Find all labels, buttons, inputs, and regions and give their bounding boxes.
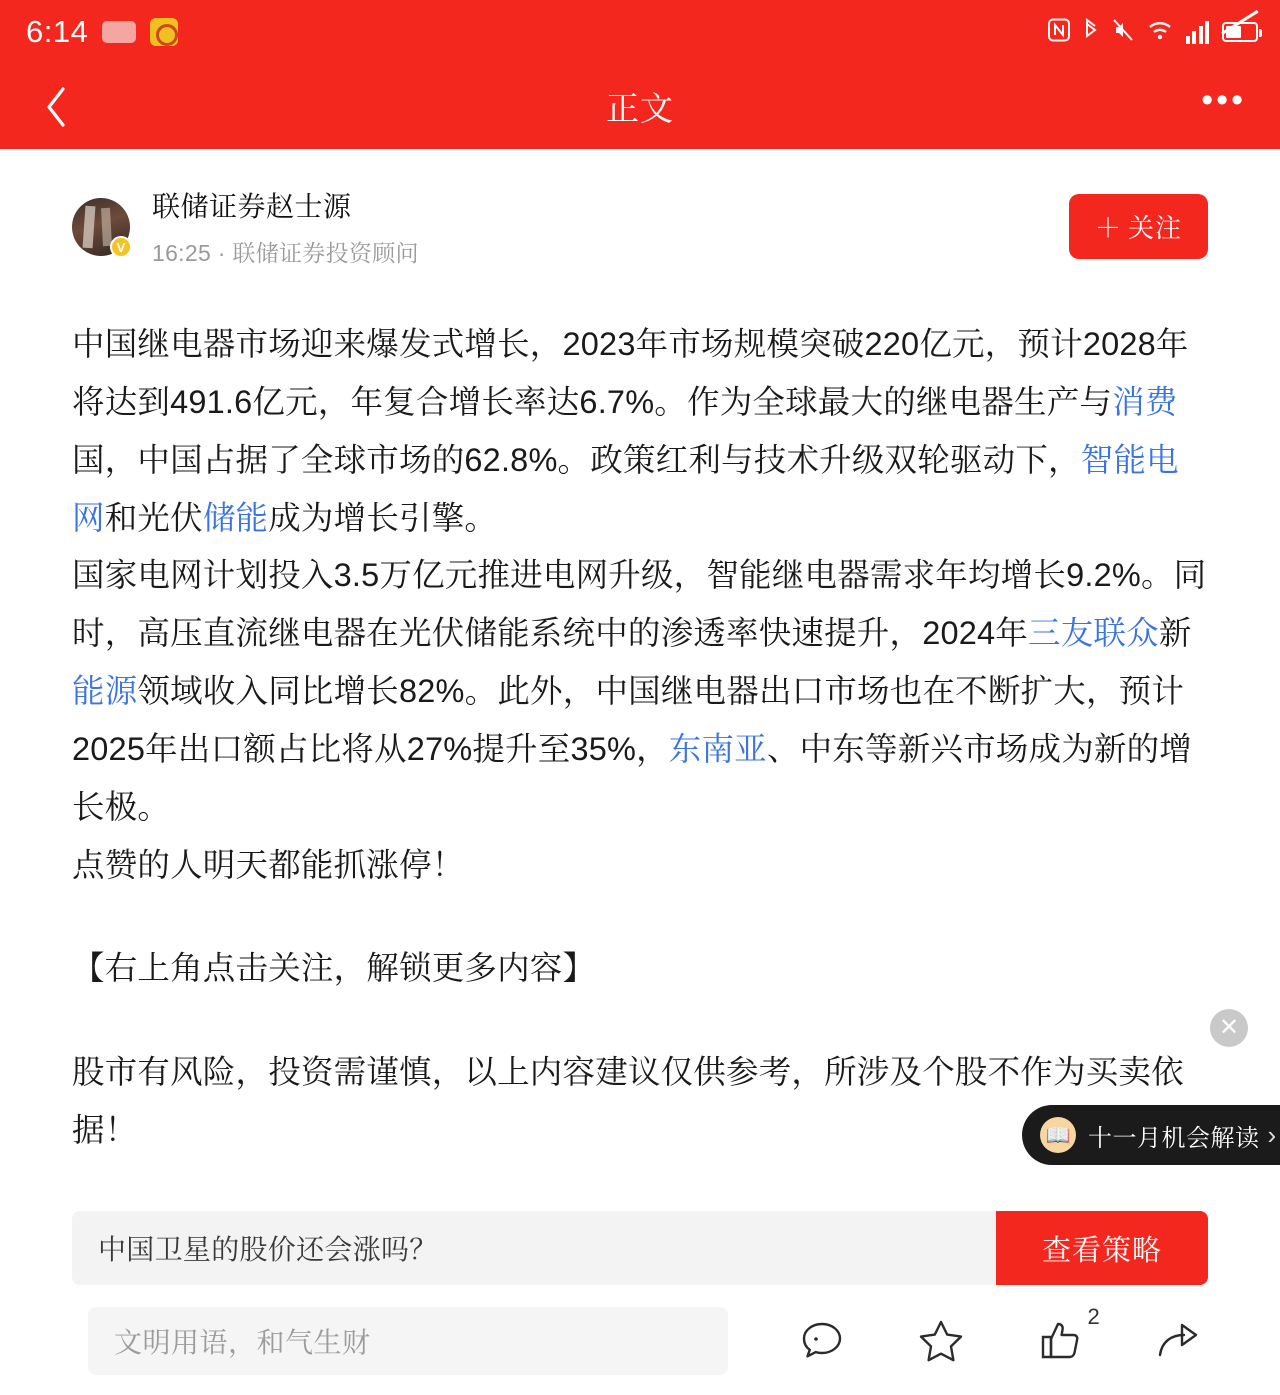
close-icon[interactable]: ✕ <box>1210 1009 1248 1047</box>
avatar[interactable] <box>72 198 130 256</box>
link-dongnanya[interactable]: 东南亚 <box>668 730 767 767</box>
back-button[interactable] <box>30 81 82 133</box>
para2-text-d: 、中东等新兴市场成为新的增长极。 <box>72 730 1193 825</box>
follow-button[interactable] <box>1069 194 1208 259</box>
verified-badge-icon: V <box>110 236 132 258</box>
comment-input[interactable]: 文明用语，和气生财 <box>88 1307 728 1375</box>
wifi-icon <box>1147 18 1173 47</box>
comment-button[interactable] <box>789 1308 855 1374</box>
battery-icon <box>1222 22 1258 42</box>
author-subtitle: 16:25 · 联储证券投资顾问 <box>152 240 419 266</box>
like-count: 2 <box>1087 1304 1100 1329</box>
link-xiaofei[interactable]: 消费 <box>1112 383 1178 420</box>
share-button[interactable] <box>1147 1308 1213 1374</box>
article-content <box>0 149 1280 1160</box>
para2-text-b: 新 <box>1158 615 1192 652</box>
article-paragraph-4: 【右上角点击关注，解锁更多内容】 <box>72 950 596 987</box>
plus-icon: ＋ <box>1094 213 1122 243</box>
bluetooth-icon <box>1083 18 1099 47</box>
view-strategy-button[interactable]: 查看策略 <box>996 1211 1208 1285</box>
link-chuneng[interactable]: 储能 <box>202 499 269 536</box>
paragraph-spacer <box>72 894 1208 940</box>
para1-text-d: 成为增长引擎。 <box>268 499 498 536</box>
thumbs-up-icon <box>1035 1315 1087 1367</box>
like-button[interactable] <box>1028 1304 1100 1374</box>
article-page <box>0 149 1280 1395</box>
para1-text-c: 和光伏 <box>104 499 203 536</box>
article-paragraph-5: 股市有风险，投资需谨慎，以上内容建议仅供参考，所涉及个股不作为买卖依据！ <box>72 1054 1184 1149</box>
link-sanyoulianzhong[interactable]: 三友联众 <box>1028 615 1159 652</box>
promo-banner[interactable] <box>1022 1014 1280 1165</box>
author-meta <box>152 185 1069 268</box>
chevron-right-icon: › <box>1267 1119 1277 1150</box>
page-title: 正文 <box>606 90 674 127</box>
chevron-left-icon <box>43 85 69 129</box>
para1-text-a: 中国继电器市场迎来爆发式增长，2023年市场规模突破220亿元，预计2028年将达到491.6亿元，年复合增长率达6.7%。作为全球最大的继电器生产与 <box>72 326 1189 420</box>
bottom-bar <box>0 1287 1280 1395</box>
share-icon <box>1154 1315 1206 1367</box>
strategy-bar <box>72 1211 1208 1285</box>
para2-text-a: 国家电网计划投入3.5万亿元推进电网升级，智能继电器需求年均增长9.2%。同时，高压直流继电器在光伏储能系统中的渗透率快速提升，2024年 <box>72 557 1207 652</box>
promo-label: 十一月机会解读 <box>1088 1124 1260 1152</box>
nav-bar <box>0 64 1280 149</box>
strategy-question[interactable]: 中国卫星的股价还会涨吗？ <box>98 1234 438 1265</box>
comment-icon <box>796 1315 848 1367</box>
follow-button-label: 关注 <box>1127 213 1182 243</box>
link-nengyuan[interactable]: 能源 <box>72 673 138 710</box>
nfc-icon <box>1048 18 1070 47</box>
author-name[interactable]: 联储证券赵士源 <box>152 191 352 222</box>
para1-text-b: 国，中国占据了全球市场的62.8%。政策红利与技术升级双轮驱动下， <box>72 441 1081 478</box>
mute-icon <box>1112 18 1134 47</box>
para2-text-c: 领域收入同比增长82%。此外，中国继电器出口市场也在不断扩大，预计2025年出口额占比将从27%提升至35%， <box>72 673 1185 767</box>
status-bar-left <box>26 14 178 50</box>
action-buttons <box>728 1304 1240 1374</box>
article-paragraph-2 <box>72 547 1208 836</box>
paragraph-spacer-2 <box>72 998 1208 1044</box>
minus-chip-icon <box>102 21 136 43</box>
star-icon <box>915 1315 967 1367</box>
more-options-button[interactable]: ••• <box>1201 81 1246 119</box>
book-icon: 📖 <box>1040 1117 1076 1153</box>
author-row <box>72 149 1208 268</box>
favorite-button[interactable] <box>908 1308 974 1374</box>
status-bar-right <box>1048 18 1259 47</box>
signal-icon <box>1186 20 1210 44</box>
article-paragraph-3: 点赞的人明天都能抓涨停！ <box>72 846 465 883</box>
app-badge-icon <box>150 18 178 46</box>
article-body <box>72 316 1208 1160</box>
status-bar <box>0 0 1280 64</box>
link-zhinengdianwang[interactable]: 智能电网 <box>72 441 1179 536</box>
status-clock: 6:14 <box>26 14 89 49</box>
article-paragraph-1 <box>72 316 1208 547</box>
